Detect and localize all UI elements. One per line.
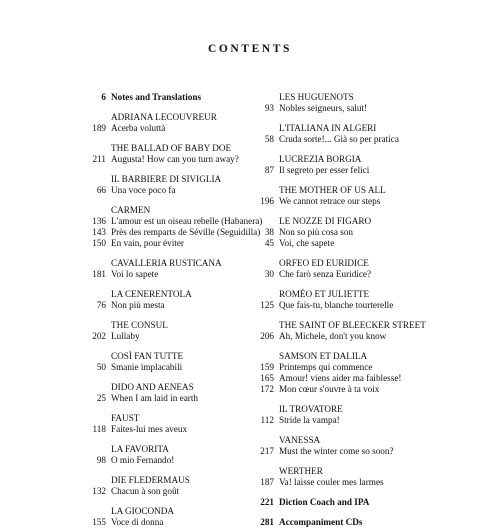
aria-entry [252,134,452,145]
aria-title: Che farò senza Euridice? [279,269,372,279]
opera-title-text: ORFEO ED EURIDICE [279,258,369,268]
opera-title-text: L'ITALIANA IN ALGERI [279,123,377,133]
aria-title: Augusta! How can you turn away? [111,154,239,164]
page-number: 45 [264,238,274,248]
section-entry [252,517,452,528]
opera-title-text: SAMSON ET DALILA [279,351,368,361]
aria-title: Cruda sorte!... Già so per pratica [279,134,399,144]
opera-title [252,435,452,446]
spacer [252,145,452,154]
aria-entry [252,331,452,342]
aria-title: Va! laisse couler mes larmes [279,477,384,487]
opera-title-text: LE NOZZE DI FIGARO [279,216,372,226]
page-number: 211 [92,154,106,164]
spacer [252,311,452,320]
aria-title: O mio Fernando! [111,455,175,465]
aria-title: Chacun à son goût [111,486,180,496]
opera-title-text: CAVALLERIA RUSTICANA [111,258,222,268]
page-number: 76 [96,300,106,310]
opera-title-text: LUCREZIA BORGIA [279,154,362,164]
spacer [252,249,452,258]
aria-title: Smanie implacabili [111,362,183,372]
opera-title-text: ROMÉO ET JULIETTE [279,289,370,299]
aria-title: En vain, pour éviter [111,238,184,248]
page-number: 93 [264,103,274,113]
page-number: 50 [96,362,106,372]
page-number: 25 [96,393,106,403]
opera-title [252,289,452,300]
aria-title: Stride la vampa! [279,415,340,425]
aria-title: Non so più cosa son [279,227,354,237]
aria-title: Que fais-tu, blanche tourterelle [279,300,394,310]
opera-title-text: DIE FLEDERMAUS [111,475,190,485]
page-number: 155 [92,517,106,527]
aria-title: Il segreto per esser felici [279,165,370,175]
aria-entry [252,238,452,249]
spacer [252,457,452,466]
opera-title-text: THE BALLAD OF BABY DOE [111,143,232,153]
page-number: 132 [92,486,106,496]
page-number: 30 [264,269,274,279]
opera-title-text: FAUST [111,413,140,423]
aria-title: Non più mesta [111,300,165,310]
page-title: CONTENTS [207,43,293,55]
spacer [252,207,452,216]
page-number: 187 [260,477,274,487]
opera-title-text: THE SAINT OF BLEECKER STREET [279,320,426,330]
aria-title: When I am laid in earth [111,393,198,403]
opera-title [252,216,452,227]
section-title: Diction Coach and IPA [279,497,370,507]
opera-title [252,258,452,269]
aria-entry [252,362,452,373]
aria-entry [252,165,452,176]
spacer [252,280,452,289]
opera-title [252,404,452,415]
aria-entry [252,300,452,311]
page-number: 202 [92,331,106,341]
aria-title: L'amour est un oiseau rebelle (Habanera) [111,216,263,226]
opera-title-text: THE CONSUL [111,320,168,330]
page-number: 196 [260,196,274,206]
section-title: Accompaniment CDs [279,517,363,527]
spacer [252,488,452,497]
aria-entry [252,373,452,384]
opera-title-text: IL BARBIERE DI SIVIGLIA [111,174,222,184]
aria-title: Faites-lui mes aveux [111,424,188,434]
aria-title: Voce di donna [111,517,164,527]
page-number: 189 [92,123,106,133]
page-number: 150 [92,238,106,248]
page-number: 66 [96,185,106,195]
opera-title [252,92,452,103]
page-number: 136 [92,216,106,226]
aria-entry [252,415,452,426]
opera-title [252,320,452,331]
aria-entry [252,384,452,395]
opera-title-text: LA CENERENTOLA [111,289,192,299]
page-number: 112 [260,415,274,425]
page-number: 6 [101,92,106,102]
spacer [252,176,452,185]
page-number: 206 [260,331,274,341]
spacer [252,342,452,351]
opera-title-text: ADRIANA LECOUVREUR [111,112,217,122]
page-number: 58 [264,134,274,144]
aria-title: Voi, che sapete [279,238,335,248]
opera-title-text: LA GIOCONDA [111,506,175,516]
spacer [252,395,452,404]
aria-title: Voi lo sapete [111,269,159,279]
aria-entry [252,446,452,457]
aria-title: Amour! viens aider ma faiblesse! [279,373,402,383]
opera-title-text: LA FAVORITA [111,444,169,454]
aria-entry [252,269,452,280]
opera-title-text: WERTHER [279,466,323,476]
aria-title: We cannot retrace our steps [279,196,381,206]
opera-title-text: DIDO AND AENEAS [111,382,194,392]
aria-entry [252,227,452,238]
section-entry [252,497,452,508]
page-number: 125 [260,300,274,310]
opera-title-text: LES HUGUENOTS [279,92,354,102]
spacer [252,114,452,123]
aria-title: Una voce poco fa [111,185,176,195]
aria-entry [252,196,452,207]
spacer [252,426,452,435]
opera-title [252,351,452,362]
section-title: Notes and Translations [111,92,202,102]
opera-title-text: CARMEN [111,205,151,215]
aria-title: Près des remparts de Séville (Seguidilla) [111,227,261,237]
page-number: 172 [260,384,274,394]
aria-title: Mon cœur s'ouvre à ta voix [279,384,380,394]
aria-entry [252,103,452,114]
page-number: 98 [96,455,106,465]
page-number: 165 [260,373,274,383]
opera-title-text: THE MOTHER OF US ALL [279,185,386,195]
opera-title [252,185,452,196]
page-number: 143 [92,227,106,237]
page-number: 181 [92,269,106,279]
aria-title: Acerba voluttà [111,123,166,133]
page-number: 217 [260,446,274,456]
aria-title: Must the winter come so soon? [279,446,394,456]
page-number: 221 [260,497,274,507]
page-number: 159 [260,362,274,372]
spacer [252,508,452,517]
opera-title [252,123,452,134]
opera-title [252,466,452,477]
aria-title: Lullaby [111,331,140,341]
opera-title-text: VANESSA [279,435,321,445]
aria-title: Ah, Michele, don't you know [279,331,387,341]
opera-title-text: COSÌ FAN TUTTE [111,351,184,361]
page-number: 281 [260,517,274,527]
page-number: 38 [264,227,274,237]
aria-title: Printemps qui commence [279,362,373,372]
page-number: 118 [92,424,106,434]
opera-title-text: IL TROVATORE [279,404,343,414]
opera-title [252,154,452,165]
contents-column-right [252,92,452,528]
aria-entry [252,477,452,488]
aria-title: Nobles seigneurs, salut! [279,103,368,113]
page-number: 87 [264,165,274,175]
